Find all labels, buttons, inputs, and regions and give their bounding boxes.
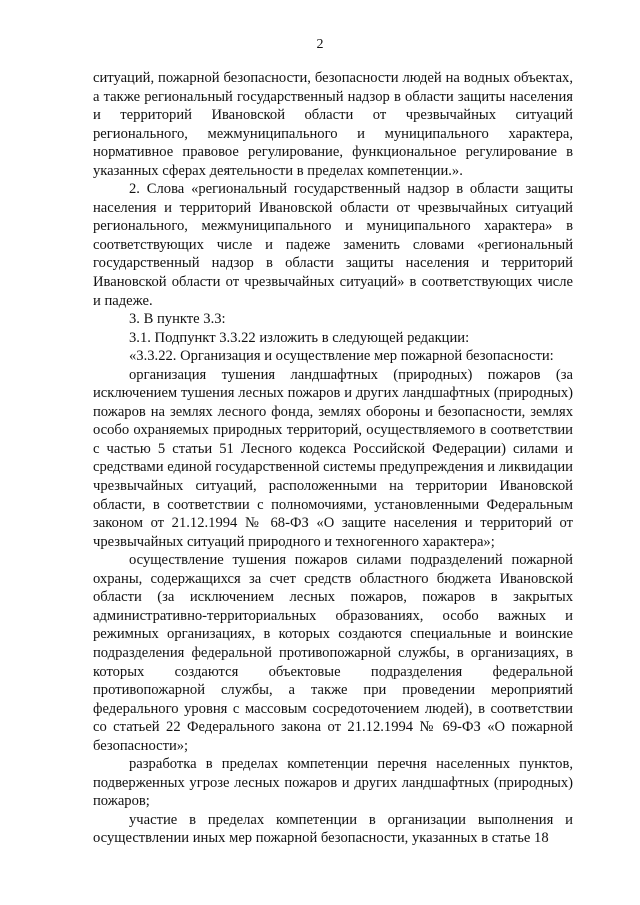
paragraph-settlements-list: разработка в пределах компетенции перечня населенных пунктов, подверженных угрозе лесных пожаров и других ландшафтных (природных) пожаров; [93, 756, 573, 810]
paragraph-subitem-3-3-22: «3.3.22. Организация и осуществление мер пожарной безопасности: [129, 348, 554, 365]
paragraph-fire-extinguishing: осуществление тушения пожаров силами подразделений пожарной охраны, содержащихся за счет средств областного бюджета Ивановской области (за исключением лесных пожаров, пожаров в закрытых административно-территориальных образованиях, особо важных и режимных организациях, в которых создаются специальные и воинские подразделения федеральной противопожарной службы, в организациях, в которых создаются объектовые подразделения федеральной противопожарной службы, а также при проведении мероприятий федерального уровня с массовым сосредоточением людей), в соответствии со статьей 22 Федерального закона от 21.12.1994 № 69-ФЗ «О пожарной безопасности»; [93, 552, 573, 754]
document-body [93, 69, 573, 848]
paragraph-continuation: ситуаций, пожарной безопасности, безопасности людей на водных объектах, а также региональный государственный надзор в области защиты населения и территорий Ивановской области от чрезвычайных ситуаций регионального, межмуниципального и муниципального характера, нормативное правовое регулирование, функциональное регулирование в указанных сферах деятельности в пределах компетенции.». [93, 70, 573, 179]
paragraph-item-3-1: 3.1. Подпункт 3.3.22 изложить в следующей редакции: [129, 329, 470, 346]
paragraph-landscape-fires: организация тушения ландшафтных (природных) пожаров (за исключением тушения лесных пожаров и других ландшафтных (природных) пожаров на землях лесного фонда, землях обороны и безопасности, землях особо охраняемых природных территорий, осуществляемого в соответствии с частью 5 статьи 51 Лесного кодекса Российской Федерации) силами и средствами единой государственной системы предупреждения и ликвидации чрезвычайных ситуаций, расположенными на территории Ивановской области, в соответствии с полномочиями, установленными Федеральным законом от 21.12.1994 № 68-ФЗ «О защите населения и территорий от чрезвычайных ситуаций природного и техногенного характера»; [93, 366, 573, 550]
paragraph-other-measures: участие в пределах компетенции в организации выполнения и осуществлении иных мер пожарной безопасности, указанных в статье 18 [93, 811, 573, 847]
page-number: 2 [316, 37, 324, 52]
paragraph-item-3: 3. В пункте 3.3: [129, 311, 226, 328]
paragraph-item-2: 2. Слова «региональный государственный надзор в области защиты населения и территорий Ивановской области от чрезвычайных ситуаций регионального, межмуниципального и муниципального характера» в соответствующих числе и падеже заменить словами «региональный государственный надзор в области защиты населения и территорий Ивановской области от чрезвычайных ситуаций» в соответствующих числе и падеже. [93, 181, 573, 309]
